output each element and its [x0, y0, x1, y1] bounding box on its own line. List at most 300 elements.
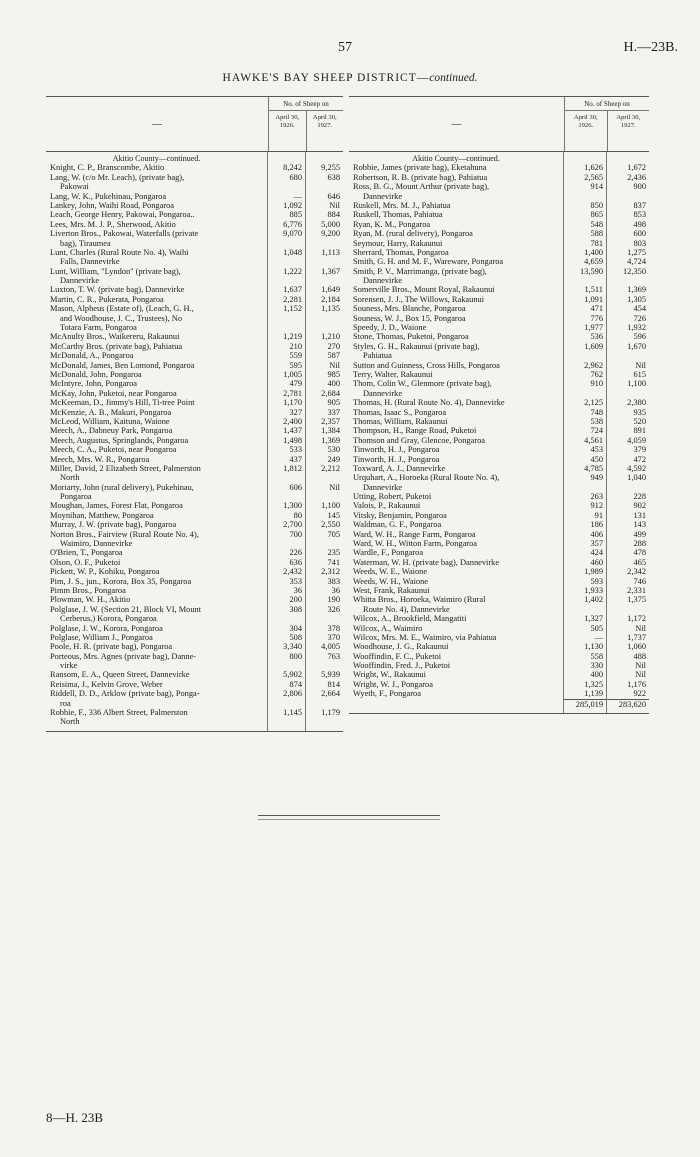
sheep-count-1927: 465 [633, 557, 646, 567]
owner-name: Thomson and Gray, Glencoe, Pongaroa [353, 435, 486, 445]
blank-cell [306, 492, 343, 501]
sheep-count-1926: — [594, 632, 603, 642]
owner-name: Robbie, James (private bag), Eketahuna [353, 163, 487, 173]
owner-name: Wright, W., Rakaunui [353, 670, 426, 680]
sheep-count-1927: 905 [327, 398, 340, 408]
sheep-count-1926: 1,498 [283, 435, 302, 445]
sheep-count-1926: 1,325 [584, 679, 603, 689]
blank-cell [607, 192, 649, 201]
names-column [46, 152, 268, 731]
sheep-count-1927: 4,724 [627, 257, 646, 267]
sheep-count-1926: 200 [289, 595, 302, 605]
sheep-count-1926: 595 [289, 360, 302, 370]
sheep-count-1927: 837 [633, 200, 646, 210]
sheep-count-1926: 406 [590, 529, 603, 539]
sheep-count-1926: 762 [590, 369, 603, 379]
page-title: HAWKE'S BAY SHEEP DISTRICT—continued. [222, 72, 478, 84]
sheep-count-1926: 1,092 [283, 200, 302, 210]
owner-name: Thom, Colin W., Glenmore (private bag), [353, 379, 492, 389]
title-main: HAWKE'S BAY SHEEP DISTRICT [222, 72, 417, 84]
blank-cell [268, 276, 305, 285]
owner-name: Robbie, F., 336 Albert Street, Palmerston [50, 708, 188, 718]
sheep-count-1926: 505 [590, 623, 603, 633]
owner-name: Ryan, K. M., Pongaroa [353, 219, 431, 229]
blank-cell [353, 699, 559, 708]
sheep-count-1927: 1,113 [321, 247, 340, 257]
sheep-count-1927: 478 [633, 548, 646, 558]
sheep-count-1926: 471 [590, 304, 603, 314]
blank-cell [607, 276, 649, 285]
sheep-count-1926: 1,091 [584, 294, 603, 304]
sheep-count-1926: 548 [590, 219, 603, 229]
owner-name: Styles, G. H., Rakaunui (private bag), [353, 341, 480, 351]
table-header [46, 96, 343, 152]
owner-name: Reisima, J., Kelvin Grove, Weber [50, 679, 163, 689]
sheep-count-1927: 379 [633, 445, 646, 455]
sheep-count-1927: 726 [633, 313, 646, 323]
sheep-count-1926: 226 [289, 548, 302, 558]
sheep-count-1926: 536 [590, 332, 603, 342]
sheep-count-1926: — [293, 191, 302, 201]
sheep-count-1926: 1,130 [584, 642, 603, 652]
sheep-count-1927: 1,040 [627, 473, 646, 483]
sheep-count-1926: 6,776 [283, 219, 302, 229]
sheep-count-1927: 705 [327, 529, 340, 539]
owner-name-continued: and Woodhouse, J. C., Trustees), No [60, 313, 183, 323]
owner-name: Weeds, W. E., Waione [353, 567, 428, 577]
sheep-count-1926: 1,609 [584, 341, 603, 351]
sheep-count-1927: 1,135 [321, 304, 340, 314]
blank-cell [564, 351, 606, 360]
owner-name: Mason, Alpheus (Estate of), (Leach, G. H., [50, 304, 194, 314]
owner-name: Utting, Robert, Puketoi [353, 492, 432, 502]
sheep-count-1927: Nil [635, 623, 646, 633]
sheep-count-1926: 1,977 [584, 323, 603, 333]
sheep-count-1926: 1,511 [584, 285, 603, 295]
sheep-count-1927: 1,367 [321, 266, 340, 276]
owner-name: Lang, W. (c/o Mr. Leach), (private bag), [50, 172, 185, 182]
owner-name: Wilcox, A., Waimiro [353, 623, 423, 633]
blank-cell [607, 483, 649, 492]
sheep-count-1926: 724 [590, 426, 603, 436]
owner-name: Ward, W. H., Witton Farm, Pongaroa [353, 539, 477, 549]
sheep-count-1927: Nil [635, 661, 646, 671]
sheep-count-1926: 2,781 [283, 388, 302, 398]
owner-name: Ransom, E. A., Queen Street, Dannevirke [50, 670, 190, 680]
owner-name-continued: Dannevirke [363, 482, 403, 492]
blank-cell [564, 276, 606, 285]
sheep-count-1927: 1,060 [627, 642, 646, 652]
owner-name: Moriarty, John (rural delivery), Pukehinau, [50, 482, 194, 492]
owner-name: Olson, O. F., Puketoi [50, 557, 121, 567]
section-heading: Akitio County—continued. [112, 154, 201, 163]
owner-name: Ross, B. G., Mount Arthur (private bag), [353, 182, 490, 192]
sheep-count-1926: 400 [590, 670, 603, 680]
sheep-count-1926: 2,432 [283, 567, 302, 577]
blank-cell [607, 351, 649, 360]
sheep-count-1927: 985 [327, 369, 340, 379]
sheep-count-1927: 4,592 [627, 463, 646, 473]
sheep-count-1927: 1,210 [321, 332, 340, 342]
owner-name: Souness, W. J., Box 15, Pongaroa [353, 313, 466, 323]
owner-name: Miller, David, 2 Elizabeth Street, Palmerston [50, 463, 201, 473]
blank-cell [306, 717, 343, 726]
sheep-count-1926: 91 [594, 510, 603, 520]
sheep-count-1927: Nil [329, 360, 340, 370]
sheep-count-1927: 383 [327, 576, 340, 586]
sheep-count-1926: 36 [293, 585, 302, 595]
sheep-count-1926: 2,806 [283, 689, 302, 699]
blank-cell [306, 699, 343, 708]
sheep-count-1927: 4,005 [321, 642, 340, 652]
sheep-count-1926: 1,222 [283, 266, 302, 276]
sheep-count-1926: 210 [289, 341, 302, 351]
blank-cell [607, 389, 649, 398]
sheep-count-1926: 1,145 [283, 708, 302, 718]
sheep-count-1927: 249 [327, 454, 340, 464]
sheep-count-1926: 308 [289, 604, 302, 614]
blank-cell [607, 154, 649, 163]
sheep-count-1926: 1,402 [584, 595, 603, 605]
owner-name: Lees, Mrs. M. J. P., Sherwood, Akitio [50, 219, 176, 229]
blank-cell [268, 539, 305, 548]
sheep-count-1926: 450 [590, 454, 603, 464]
sheep-count-1927: 472 [633, 454, 646, 464]
owner-name: Wooffindin, F. C., Puketoi [353, 651, 442, 661]
year-1926-header: April 30, 1926. [565, 111, 608, 151]
blank-cell [306, 473, 343, 482]
owner-name: Meech, C. A., Puketoi, near Pongaroa [50, 445, 177, 455]
left-table [46, 96, 343, 732]
sheep-count-1927: 1,172 [627, 614, 646, 624]
sheep-count-1927: 935 [633, 407, 646, 417]
owner-name: Terry, Walter, Rakaunui [353, 369, 433, 379]
owner-name: Woodhouse, J. G., Rakaunui [353, 642, 449, 652]
owner-name: Porteous, Mrs. Agnes (private bag), Danne- [50, 651, 197, 661]
sheep-count-1926: 13,590 [579, 266, 603, 276]
owner-name: Souness, Mrs. Blanche, Pongaroa [353, 304, 466, 314]
right-table [349, 96, 649, 714]
blank-cell [268, 323, 305, 332]
sheep-count-1926: 1,048 [283, 247, 302, 257]
sheep-count-1927: 4,059 [627, 435, 646, 445]
sheep-count-1926: 1,170 [283, 398, 302, 408]
owner-name: West, Frank, Rakaunui [353, 585, 430, 595]
sheep-count-1926: 781 [590, 238, 603, 248]
owner-name-continued: Pakowai [60, 182, 89, 192]
sheep-count-1927: 1,275 [627, 247, 646, 257]
sheep-count-1927: 288 [633, 539, 646, 549]
sheep-count-1926: 914 [590, 182, 603, 192]
sheep-count-1926: 263 [590, 492, 603, 502]
blank-cell [268, 492, 305, 501]
owner-name: Liverton Bros., Pakowai, Waterfalls (private [50, 229, 199, 239]
owner-name: McKay, John, Puketoi, near Pongaroa [50, 388, 177, 398]
year-1927-header: April 30, 1927. [312, 114, 337, 129]
sheep-count-header: No. of Sheep on [269, 97, 343, 111]
sheep-count-1926: 850 [590, 200, 603, 210]
owner-name: McKeeman, D., Jimmy's Hill, Ti-tree Point [50, 398, 195, 408]
sheep-count-1926: 186 [590, 520, 603, 530]
sheep-count-1926: 1,327 [584, 614, 603, 624]
count-1927-column [607, 152, 649, 713]
owner-name: Murray, J. W. (private bag), Pongaroa [50, 520, 177, 530]
owner-name: Poole, H. R. (private bag), Pongaroa [50, 642, 173, 652]
owner-name: Sutton and Guinness, Cross Hills, Pongaroa [353, 360, 500, 370]
sheep-count-1927: 370 [327, 632, 340, 642]
sheep-count-1927: 145 [327, 510, 340, 520]
owner-name: Pimm Bros., Pongaroa [50, 585, 126, 595]
sheep-count-1927: 270 [327, 341, 340, 351]
owner-name: Luxton, T. W. (private bag), Dannevirke [50, 285, 185, 295]
sheep-count-1927: 1,649 [321, 285, 340, 295]
sheep-count-1926: 1,400 [584, 247, 603, 257]
names-column [349, 152, 564, 713]
sheep-count-1926: 593 [590, 576, 603, 586]
sheep-count-1926: 4,561 [584, 435, 603, 445]
sheep-count-1927: 741 [327, 557, 340, 567]
sheep-count-1926: 748 [590, 407, 603, 417]
owner-name: Toxward, A. J., Dannevirke [353, 463, 446, 473]
owner-name: Plowman, W. H., Akitio [50, 595, 131, 605]
sheep-count-1927: 587 [327, 351, 340, 361]
sheep-count-1927: 814 [327, 679, 340, 689]
sheep-count-header: No. of Sheep on [565, 97, 649, 111]
owner-name-continued: Dannevirke [363, 276, 403, 286]
sheep-count-1927: 2,380 [627, 398, 646, 408]
sheep-count-1926: 680 [289, 172, 302, 182]
sheep-count-1927: 9,200 [321, 229, 340, 239]
name-column-header: — [46, 97, 269, 151]
blank-cell [306, 614, 343, 623]
sheep-count-1926: 2,962 [584, 360, 603, 370]
owner-name: Whitta Bros., Horoeka, Waimiro (Rural [353, 595, 486, 605]
owner-name: Lunt, William, "Lyndon" (private bag), [50, 266, 181, 276]
owner-name: Moughan, James, Forest Flat, Pongaroa [50, 501, 183, 511]
sheep-count-1927: 853 [633, 210, 646, 220]
owner-name-continued: Cerberus,) Korora, Pongaroa [60, 614, 157, 624]
sheep-count-1926: 885 [289, 210, 302, 220]
table-header [349, 96, 649, 152]
blank-cell [564, 389, 606, 398]
sheep-count-1927: 1,176 [627, 679, 646, 689]
sheep-count-1927: 891 [633, 426, 646, 436]
owner-name-continued: Pongaroa [60, 492, 92, 502]
sheep-count-1927: 1,179 [321, 708, 340, 718]
sheep-count-1926: 912 [590, 501, 603, 511]
owner-name-continued: Pahiatua [363, 351, 392, 361]
owner-name: Thomas, William, Rakaunui [353, 416, 448, 426]
sheep-count-1926: 327 [289, 407, 302, 417]
blank-cell [268, 239, 305, 248]
year-1926-header: April 30, 1926. [269, 111, 307, 151]
owner-name: Somerville Bros., Mount Royal, Rakaunui [353, 285, 495, 295]
sheep-count-1926: 330 [590, 661, 603, 671]
sheep-count-1926: 1,300 [283, 501, 302, 511]
owner-name: Lang, W. K., Pukehinau, Pongaroa [50, 191, 167, 201]
sheep-count-1926: 1,626 [584, 163, 603, 173]
sheep-count-1926: 776 [590, 313, 603, 323]
owner-name: McKenzie, A. B., Makuri, Pongaroa [50, 407, 172, 417]
sheep-count-1926: 1,005 [283, 369, 302, 379]
sheep-count-1926: 4,659 [584, 257, 603, 267]
sheep-count-1926: 460 [590, 557, 603, 567]
sheep-count-1926: 559 [289, 351, 302, 361]
sheep-count-1926: 1,139 [584, 689, 603, 699]
blank-cell [268, 614, 305, 623]
sheep-count-1927: 131 [633, 510, 646, 520]
owner-name: Thomas, Isaac S., Pongaroa [353, 407, 447, 417]
sheep-count-1927: Nil [635, 360, 646, 370]
owner-name: Vitsky, Benjamin, Pongaroa [353, 510, 447, 520]
sheep-count-1926: 874 [289, 679, 302, 689]
owner-name: Thompson, H., Range Road, Puketoi [353, 426, 477, 436]
sheep-count-1927: 902 [633, 501, 646, 511]
owner-name: Ruskell, Thomas, Pahiatua [353, 210, 443, 220]
blank-cell [268, 154, 305, 163]
sheep-count-1927: 228 [633, 492, 646, 502]
sheep-count-1927: 1,384 [321, 426, 340, 436]
owner-name-continued: North [60, 473, 80, 483]
sheep-count-1926: 479 [289, 379, 302, 389]
owner-name: Leach, George Henry, Pakowai, Pongaroa.. [50, 210, 195, 220]
owner-name: Meech, A., Dabneuy Park, Pongaroa [50, 426, 173, 436]
document-reference: H.—23B. [623, 40, 678, 55]
sheep-count-1926: 588 [590, 229, 603, 239]
owner-name: McDonald, John, Pongaroa [50, 369, 142, 379]
sheep-count-1926: 1,219 [283, 332, 302, 342]
owner-name: Stone, Thomas, Puketoi, Pongaroa [353, 332, 469, 342]
sheep-count-1927: 5,000 [321, 219, 340, 229]
sheep-count-1927: 2,212 [321, 463, 340, 473]
sheep-count-1927: 2,357 [321, 416, 340, 426]
blank-cell [306, 182, 343, 191]
owner-name: McCarthy Bros. (private bag), Pahiatua [50, 341, 183, 351]
sheep-count-1927: 2,550 [321, 520, 340, 530]
owner-name: Pickett, W. P., Kohiku, Pongaroa [50, 567, 160, 577]
sheep-count-1926: 2,400 [283, 416, 302, 426]
sheep-count-1927: 803 [633, 238, 646, 248]
sheep-count-1927: 5,939 [321, 670, 340, 680]
owner-name: Waterman, W. H. (private bag), Dannevirke [353, 557, 500, 567]
sheep-count-1927: 498 [633, 219, 646, 229]
sheep-count-1926: 1,152 [283, 304, 302, 314]
sheep-count-1927: 1,369 [321, 435, 340, 445]
sheep-count-1927: 326 [327, 604, 340, 614]
sheep-count-1926: 2,125 [584, 398, 603, 408]
sheep-count-1927: 646 [327, 191, 340, 201]
blank-cell [564, 192, 606, 201]
sheep-count-1927: 454 [633, 304, 646, 314]
sheep-count-1927: 1,369 [627, 285, 646, 295]
owner-name: Seymour, Harry, Rakaunui [353, 238, 443, 248]
owner-name: Polglase, William J., Pongaroa [50, 632, 153, 642]
owner-name: McIntyre, John, Pongaroa [50, 379, 137, 389]
owner-name: Robertson, R. B. (private bag), Pahiatua [353, 172, 488, 182]
sheep-count-1927: 2,312 [321, 567, 340, 577]
sheep-count-1926: 5,902 [283, 670, 302, 680]
owner-name: Wardle, F., Pongaroa [353, 548, 424, 558]
table-body [349, 152, 649, 714]
sheep-count-1927: 615 [633, 369, 646, 379]
owner-name: O'Brien, T., Pongaroa [50, 548, 123, 558]
sheep-count-1926: 949 [590, 473, 603, 483]
blank-cell [306, 314, 343, 323]
name-column-header: — [349, 97, 565, 151]
sheep-count-1927: 1,100 [321, 501, 340, 511]
owner-name: Meech, Augustus, Springlands, Pongaroa [50, 435, 189, 445]
count-1926-column [564, 152, 607, 713]
sheep-count-1926: 437 [289, 454, 302, 464]
owner-name: Wooffindin, Fred. J., Puketoi [353, 661, 451, 671]
sheep-count-1927: 499 [633, 529, 646, 539]
sheep-count-1927: 1,670 [627, 341, 646, 351]
sheep-count-1927: 337 [327, 407, 340, 417]
sheep-count-1926: 1,812 [283, 463, 302, 473]
sheep-count-1926: 9,070 [283, 229, 302, 239]
owner-name-continued: Dannevirke [363, 388, 403, 398]
sheep-count-1927: 2,664 [321, 689, 340, 699]
sheep-count-1926: 1,989 [584, 567, 603, 577]
sheep-count-1927: 190 [327, 595, 340, 605]
sheep-count-1927: 763 [327, 651, 340, 661]
owner-name: Lankey, John, Waihi Road, Pongaroa [50, 200, 174, 210]
sheep-count-1927: 922 [633, 689, 646, 699]
sheep-count-1927: 2,331 [627, 585, 646, 595]
owner-name: Ryan, M. (rural delivery), Pongaroa [353, 229, 473, 239]
total-1927: 283,620 [607, 699, 649, 709]
owner-name: McLeod, William, Kaituna, Waione [50, 416, 170, 426]
footer-signature: 8—H. 23B [46, 1110, 104, 1125]
sheep-count-1926: 800 [289, 651, 302, 661]
sheep-count-1927: 235 [327, 548, 340, 558]
blank-cell [268, 661, 305, 670]
sheep-count-1927: 400 [327, 379, 340, 389]
owner-name: McDonald, A., Pongaroa [50, 351, 134, 361]
sheep-count-1926: 508 [289, 632, 302, 642]
owner-name: McAnulty Bros., Waikereru, Rakaunui [50, 332, 180, 342]
sheep-count-1927: 1,737 [627, 632, 646, 642]
owner-name: Martin, C. R., Pukerata, Pongaroa [50, 294, 164, 304]
sheep-count-1927: 2,342 [627, 567, 646, 577]
sheep-count-1926: 865 [590, 210, 603, 220]
count-1927-column [306, 152, 343, 731]
year-1927-header: April 30, 1927. [616, 114, 641, 129]
owner-name: Wright, W. J., Pongaroa [353, 679, 433, 689]
sheep-count-1927: 2,684 [321, 388, 340, 398]
sheep-count-1927: 143 [633, 520, 646, 530]
blank-cell [306, 257, 343, 266]
owner-name: Wilcox, A., Brookfield, Mangatiti [353, 614, 467, 624]
owner-name: Norton Bros., Fairview (Rural Route No. 4), [50, 529, 199, 539]
sheep-count-1927: 12,350 [622, 266, 646, 276]
divider-rule [258, 815, 440, 816]
owner-name: Riddell, D. D., Arklow (private bag), Ponga- [50, 689, 200, 699]
sheep-count-1927: Nil [329, 482, 340, 492]
sheep-count-1927: Nil [635, 670, 646, 680]
owner-name: Ruskell, Mrs. M. J., Pahiatua [353, 200, 451, 210]
sheep-count-1927: 1,305 [627, 294, 646, 304]
sheep-count-1927: 1,375 [627, 595, 646, 605]
sheep-count-1926: 357 [590, 539, 603, 549]
sheep-count-1926: 1,437 [283, 426, 302, 436]
owner-name: Speedy, J. D., Waione [353, 323, 427, 333]
owner-name-continued: roa [60, 698, 71, 708]
owner-name-continued: Dannevirke [60, 276, 100, 286]
sheep-count-1926: 353 [289, 576, 302, 586]
sheep-count-1927: 638 [327, 172, 340, 182]
sheep-count-1926: 2,700 [283, 520, 302, 530]
